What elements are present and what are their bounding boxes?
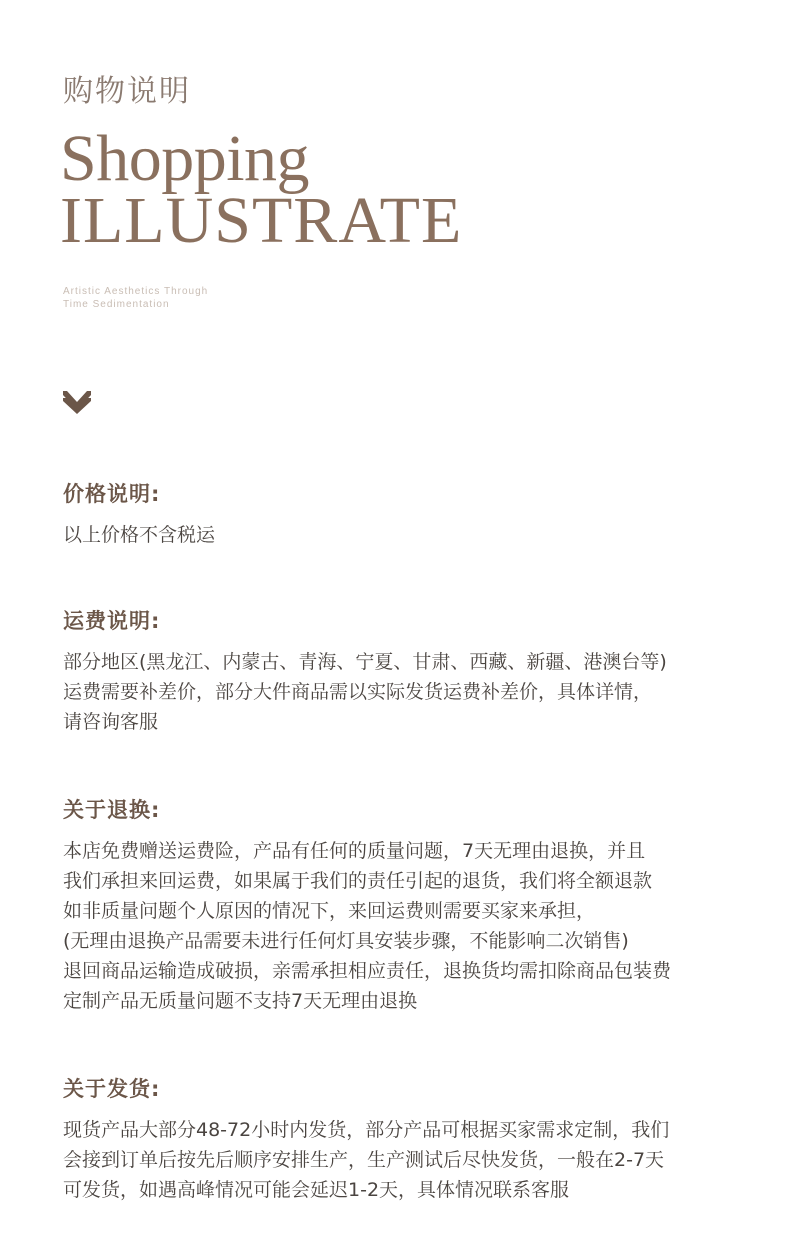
section-body — [63, 647, 743, 737]
body-line: 请咨询客服 — [63, 711, 159, 733]
section-title: 价格说明: — [63, 482, 161, 506]
section-price — [63, 480, 743, 550]
section-title: 运费说明: — [63, 609, 161, 633]
body-line: 本店免费赠送运费险，产品有任何的质量问题，7天无理由退换，并且 — [63, 840, 646, 862]
tagline — [63, 285, 208, 311]
section-body — [63, 520, 743, 550]
body-line: 如非质量问题个人原因的情况下，来回运费则需要买家来承担， — [63, 900, 596, 922]
hero-line-illustrate: ILLUSTRATE — [60, 184, 463, 257]
brand-logo-icon — [63, 388, 91, 414]
tagline-line-1: Artistic Aesthetics Through — [63, 286, 209, 297]
body-line: (无理由退换产品需要未进行任何灯具安装步骤，不能影响二次销售) — [63, 930, 629, 952]
body-line: 退回商品运输造成破损，亲需承担相应责任，退换货均需扣除商品包装费 — [63, 960, 672, 982]
body-line: 以上价格不含税运 — [63, 524, 216, 546]
section-title: 关于退换: — [63, 798, 161, 822]
section-title: 关于发货: — [63, 1077, 161, 1101]
body-line: 部分地区(黑龙江、内蒙古、青海、宁夏、甘肃、西藏、新疆、港澳台等) — [63, 651, 667, 673]
section-delivery — [63, 1075, 743, 1205]
body-line: 定制产品无质量问题不支持7天无理由退换 — [63, 990, 418, 1012]
hero-line-shopping: Shopping — [60, 122, 310, 195]
hero-title — [60, 122, 463, 257]
body-line: 我们承担来回运费，如果属于我们的责任引起的退货，我们将全额退款 — [63, 870, 653, 892]
section-returns — [63, 796, 743, 1016]
section-body — [63, 836, 743, 1016]
body-line: 运费需要补差价，部分大件商品需以实际发货运费补差价，具体详情， — [63, 681, 653, 703]
section-body — [63, 1115, 743, 1205]
page-title-cn: 购物说明 — [63, 74, 191, 109]
section-shipping-fee — [63, 607, 743, 737]
body-line: 现货产品大部分48-72小时内发货，部分产品可根据买家需求定制，我们 — [63, 1119, 670, 1141]
body-line: 会接到订单后按先后顺序安排生产，生产测试后尽快发货，一般在2-7天 — [63, 1149, 665, 1171]
body-line: 可发货，如遇高峰情况可能会延迟1-2天，具体情况联系客服 — [63, 1179, 570, 1201]
tagline-line-2: Time Sedimentation — [63, 299, 170, 310]
